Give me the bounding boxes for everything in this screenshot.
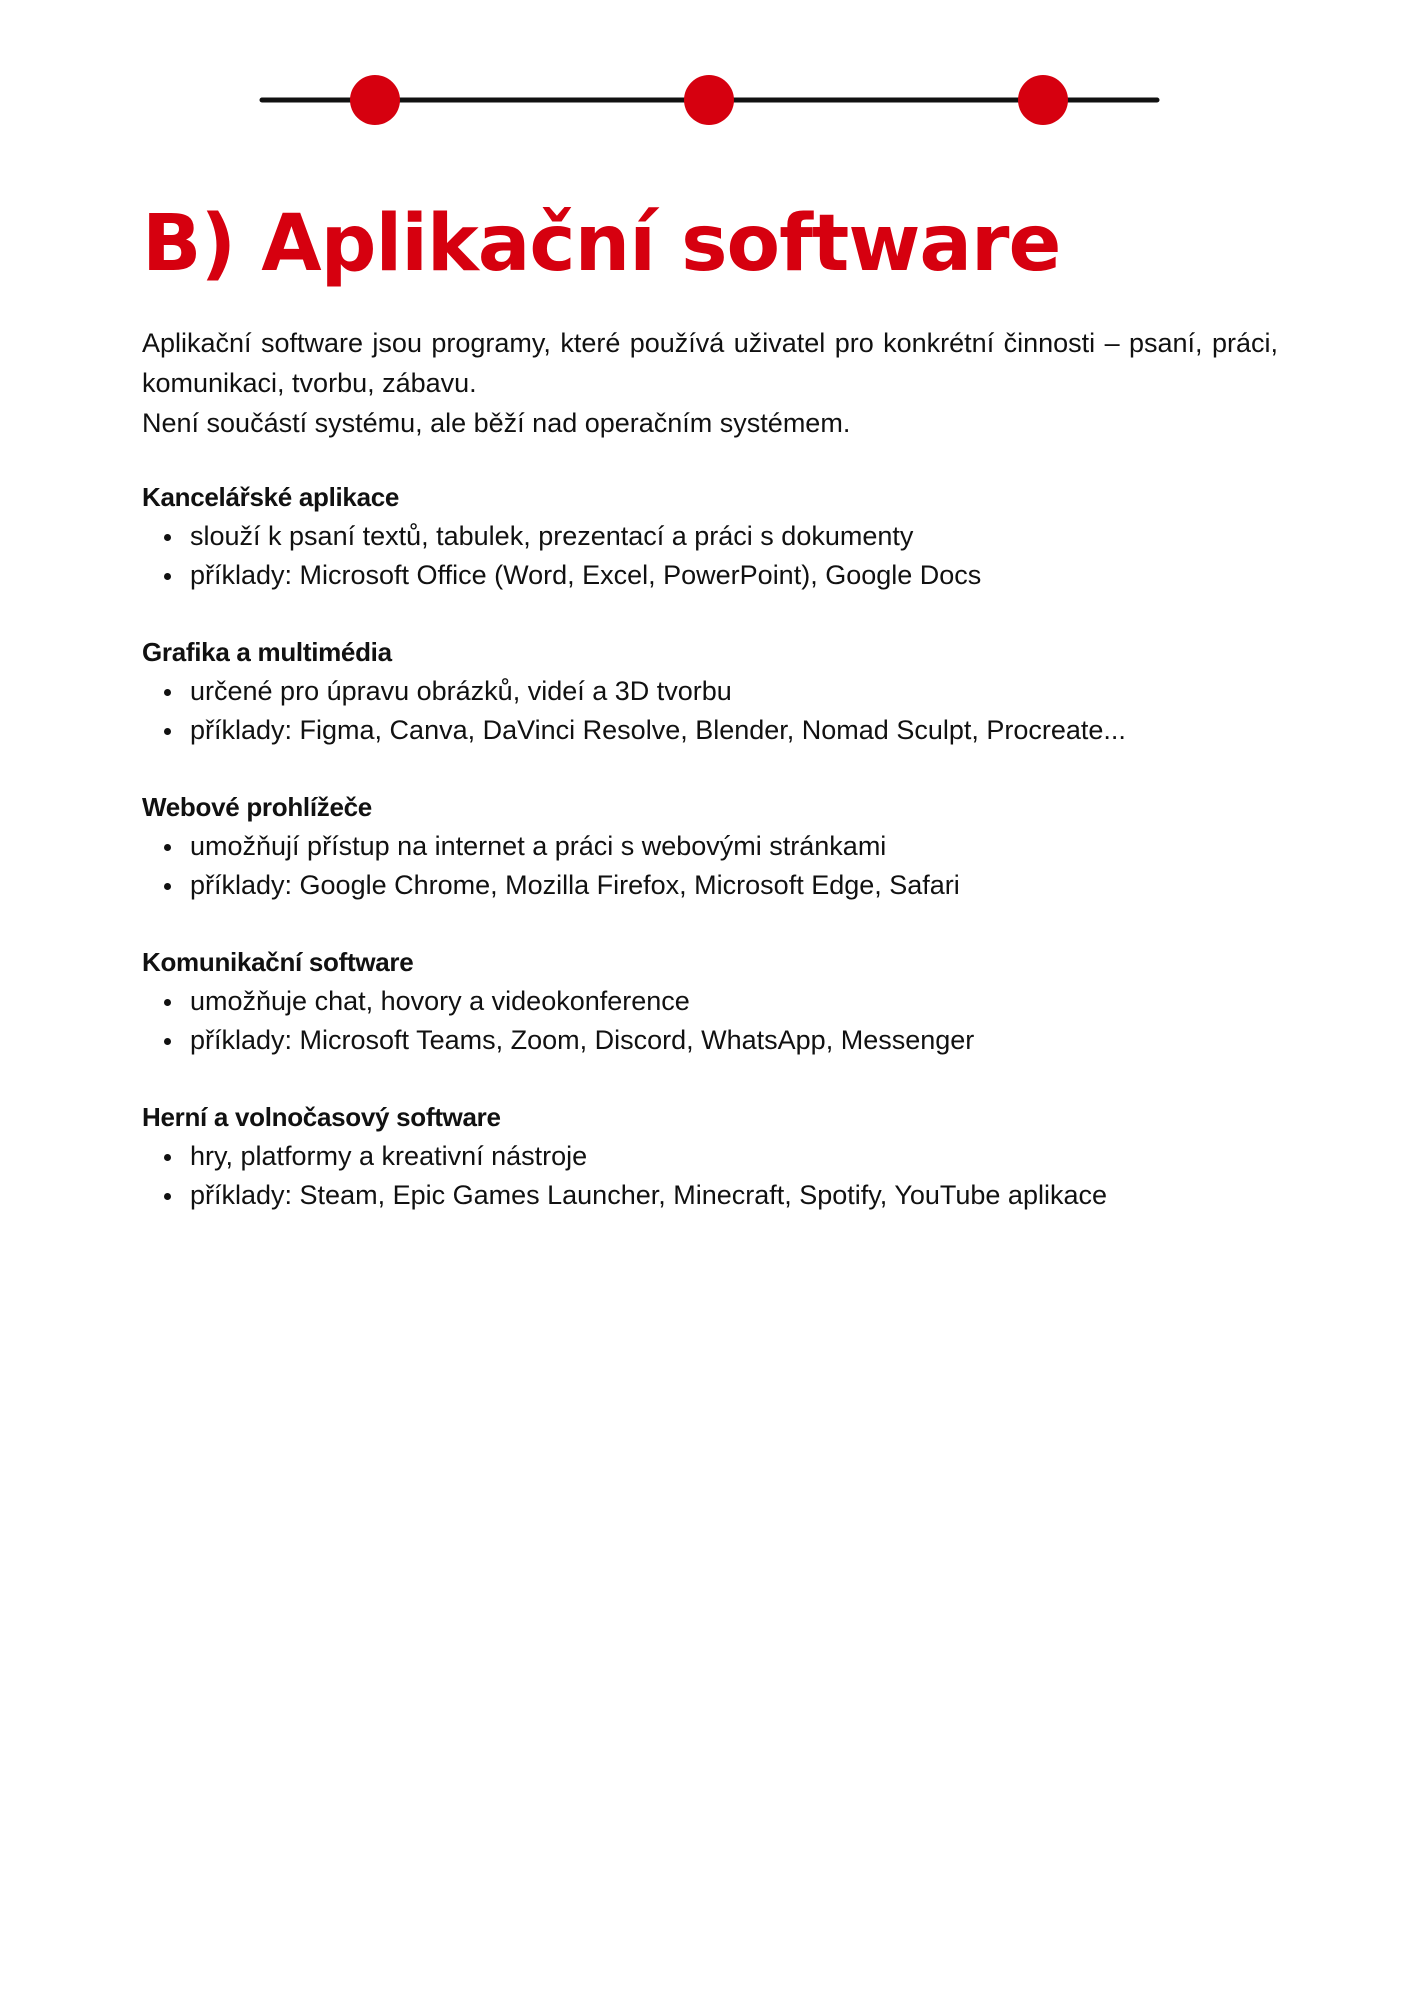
bullet-list — [142, 672, 1278, 750]
bullet-icon — [164, 534, 171, 541]
list-item-text: umožňují přístup na internet a práci s webovými stránkami — [190, 831, 887, 861]
list-item — [142, 556, 1278, 595]
section-heading: Webové prohlížeče — [142, 792, 372, 822]
section-heading: Komunikační software — [142, 947, 414, 977]
bullet-icon — [164, 1154, 171, 1161]
bullet-list — [142, 1137, 1278, 1215]
list-item-text: slouží k psaní textů, tabulek, prezentací a práci s dokumenty — [190, 521, 914, 551]
intro-paragraph-2: Není součástí systému, ale běží nad operačním systémem. — [142, 408, 851, 438]
section-heading: Herní a volnočasový software — [142, 1102, 501, 1132]
page-title: B) Aplikační software — [142, 199, 1061, 289]
section-office — [142, 477, 1278, 595]
list-item — [142, 1176, 1278, 1215]
bullet-icon — [164, 844, 171, 851]
bullet-list — [142, 517, 1278, 595]
list-item — [142, 982, 1278, 1021]
list-item-text: určené pro úpravu obrázků, videí a 3D tvorbu — [190, 676, 732, 706]
bullet-icon — [164, 689, 171, 696]
section-graphics — [142, 632, 1278, 750]
intro-text — [142, 323, 1278, 443]
list-item-text: příklady: Microsoft Teams, Zoom, Discord, WhatsApp, Messenger — [190, 1025, 975, 1055]
bullet-icon — [164, 1193, 171, 1200]
bullet-icon — [164, 1038, 171, 1045]
intro-paragraph-1: Aplikační software jsou programy, které používá uživatel pro konkrétní činnosti – psaní, práci, komunikaci, tvorbu, zábavu. — [142, 328, 1278, 398]
list-item-text: příklady: Figma, Canva, DaVinci Resolve, Blender, Nomad Sculpt, Procreate... — [190, 715, 1126, 745]
sections-list — [142, 477, 1278, 1252]
bullet-icon — [164, 883, 171, 890]
section-heading: Grafika a multimédia — [142, 637, 392, 667]
bullet-icon — [164, 728, 171, 735]
list-item-text: příklady: Google Chrome, Mozilla Firefox, Microsoft Edge, Safari — [190, 870, 960, 900]
section-heading: Kancelářské aplikace — [142, 482, 400, 512]
list-item-text: příklady: Steam, Epic Games Launcher, Minecraft, Spotify, YouTube aplikace — [190, 1180, 1107, 1210]
section-games — [142, 1097, 1278, 1215]
timeline-dot-1 — [350, 75, 400, 125]
bullet-list — [142, 982, 1278, 1060]
list-item — [142, 711, 1278, 750]
list-item — [142, 1137, 1278, 1176]
timeline-dot-3 — [1018, 75, 1068, 125]
list-item-text: hry, platformy a kreativní nástroje — [190, 1141, 588, 1171]
timeline-decoration — [0, 0, 1414, 140]
list-item-text: umožňuje chat, hovory a videokonference — [190, 986, 690, 1016]
list-item — [142, 517, 1278, 556]
bullet-icon — [164, 573, 171, 580]
section-browsers — [142, 787, 1278, 905]
bullet-icon — [164, 999, 171, 1006]
section-communication — [142, 942, 1278, 1060]
list-item — [142, 827, 1278, 866]
list-item — [142, 1021, 1278, 1060]
timeline-dot-2 — [684, 75, 734, 125]
list-item — [142, 672, 1278, 711]
list-item — [142, 866, 1278, 905]
bullet-list — [142, 827, 1278, 905]
list-item-text: příklady: Microsoft Office (Word, Excel, PowerPoint), Google Docs — [190, 560, 982, 590]
